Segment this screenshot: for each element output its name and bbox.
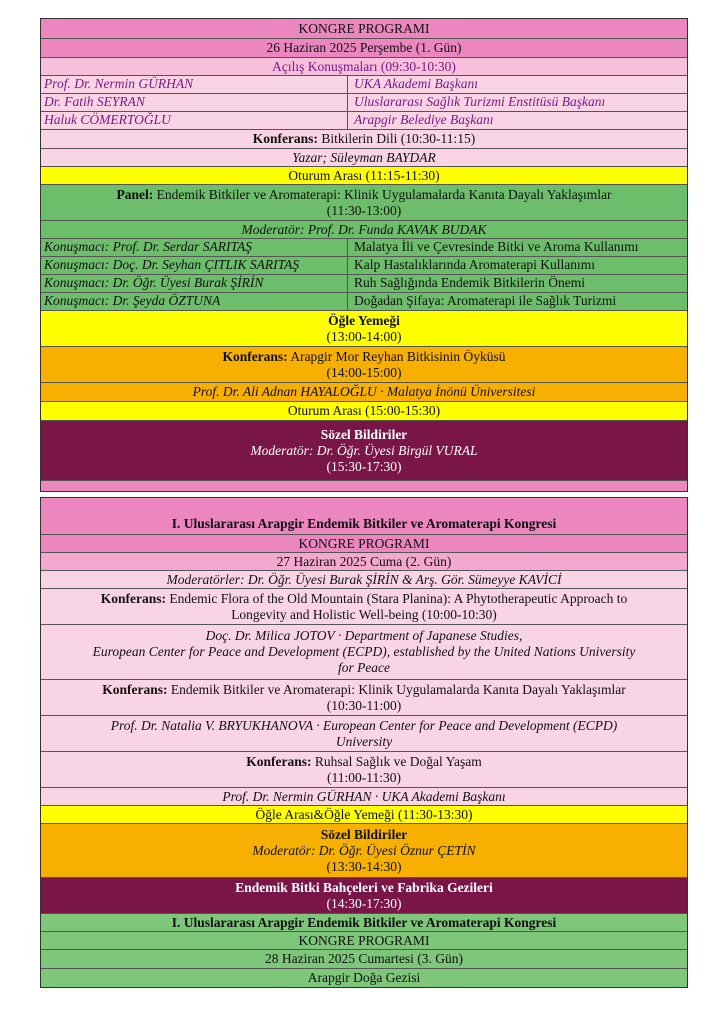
program-title-text: KONGRE PROGRAMI [298, 20, 430, 36]
day2-oral-presentations [41, 823, 687, 877]
day1-break-2 [41, 401, 687, 420]
speaker-role: Arapgir Belediye Başkanı [354, 112, 494, 127]
conference-title: Bitkilerin Dili (10:30-11:15) [317, 131, 476, 146]
moderators-text: Moderatörler: Dr. Öğr. Üyesi Burak ŞİRİN & Arş. Gör. Sümeyye KAVİCİ [166, 571, 562, 587]
talk-speaker: Konuşmacı: Prof. Dr. Serdar SARITAŞ [41, 239, 348, 256]
speaker-row [41, 93, 687, 111]
day2-conference-3 [41, 751, 687, 787]
talk-speaker: Konuşmacı: Doç. Dr. Seyhan ÇITLIK SARITAŞ [41, 257, 348, 274]
panel-talk-row [41, 274, 687, 292]
talk-speaker: Konuşmacı: Dr. Öğr. Üyesi Burak ŞİRİN [41, 275, 348, 292]
program-title-text: KONGRE PROGRAMI [298, 535, 430, 551]
author-line: for Peace [337, 660, 391, 675]
day2-conference-1-author [41, 624, 687, 679]
talk-topic: Kalp Hastalıklarında Aromaterapi Kullanımı [354, 257, 596, 272]
date-text: 26 Haziran 2025 Perşembe (1. Gün) [266, 40, 462, 55]
moderator-text: Moderatör: Prof. Dr. Funda KAVAK BUDAK [241, 221, 487, 237]
day2-program-title [41, 534, 687, 552]
conference-title-line2: Longevity and Holistic Well-being (10:00-10:30) [231, 606, 497, 622]
day1-panel [41, 184, 687, 220]
break-text: Oturum Arası (11:15-11:30) [288, 167, 440, 183]
conference-time: (10:30-11:00) [326, 697, 402, 713]
day1-spacer [41, 480, 687, 491]
author-line: Doç. Dr. Milica JOTOV · Department of Japanese Studies, [205, 628, 523, 643]
author-line: European Center for Peace and Development (ECPD), established by the United Nations University [92, 644, 636, 659]
day2-moderators [41, 570, 687, 588]
day1-conference-1 [41, 129, 687, 148]
panel-talk-row [41, 256, 687, 274]
conference-label: Konferans: [102, 681, 168, 697]
date-text: 28 Haziran 2025 Cumartesi (3. Gün) [265, 951, 463, 966]
oral-title: Sözel Bildiriler [320, 826, 408, 842]
conference-title: Endemik Bitkiler ve Aromaterapi: Klinik Uygulamalarda Kanıta Dayalı Yaklaşımlar [167, 681, 626, 697]
day2-lunch [41, 805, 687, 823]
conference-label: Konferans: [222, 348, 288, 364]
break-text: Oturum Arası (15:00-15:30) [287, 403, 441, 418]
talk-topic: Ruh Sağlığında Endemik Bitkilerin Önemi [354, 275, 585, 290]
day1-conference-2-author [41, 382, 687, 401]
author-text: Prof. Dr. Ali Adnan HAYALOĞLU · Malatya İnönü Üniversitesi [192, 384, 536, 399]
oral-time: (15:30-17:30) [326, 458, 402, 474]
speaker-row [41, 111, 687, 129]
day1-date [41, 38, 687, 57]
day2-conference-2 [41, 679, 687, 715]
day1-break-1 [41, 166, 687, 184]
day1-panel-moderator [41, 220, 687, 238]
panel-label: Panel: [116, 186, 154, 202]
day3-activity [41, 968, 687, 987]
panel-talk-row [41, 292, 687, 310]
day2-conference-3-author [41, 787, 687, 805]
day2-congress-title [41, 498, 687, 534]
day2-tour [41, 877, 687, 913]
speaker-row [41, 75, 687, 93]
date-text: 27 Haziran 2025 Cuma (2. Gün) [276, 553, 452, 569]
speaker-name: Dr. Fatih SEYRAN [41, 94, 348, 111]
activity-text: Arapgir Doğa Gezisi [307, 970, 421, 985]
conference-title: Ruhsal Sağlık ve Doğal Yaşam [311, 753, 482, 769]
day2-date [41, 552, 687, 570]
author-line: Prof. Dr. Natalia V. BRYUKHANOVA · European Center for Peace and Development (ECPD) [110, 717, 618, 733]
conference-time: (14:00-15:00) [326, 364, 402, 380]
day1-conference-2 [41, 346, 687, 382]
oral-moderator: Moderatör: Dr. Öğr. Üyesi Birgül VURAL [250, 442, 478, 458]
conference-title: Arapgir Mor Reyhan Bitkisinin Öyküsü [287, 348, 506, 364]
talk-topic: Malatya İli ve Çevresinde Bitki ve Aroma Kullanımı [354, 239, 639, 254]
day1-program-table [40, 18, 688, 492]
speaker-name: Haluk CÖMERTOĞLU [41, 112, 348, 129]
day1-opening [41, 57, 687, 75]
program-title-text: KONGRE PROGRAMI [298, 932, 430, 948]
speaker-name: Prof. Dr. Nermin GÜRHAN [41, 76, 348, 93]
day3-program-title [41, 931, 687, 949]
day2-conference-2-author [41, 715, 687, 751]
tour-title: Endemik Bitki Bahçeleri ve Fabrika Gezileri [235, 879, 493, 895]
lunch-text: Öğle Arası&Öğle Yemeği (11:30-13:30) [255, 806, 473, 822]
oral-title: Sözel Bildiriler [320, 426, 408, 442]
day2-program-table [40, 497, 688, 988]
lunch-title: Öğle Yemeği [328, 312, 400, 328]
panel-time: (11:30-13:00) [326, 202, 402, 218]
conference-label: Konferans: [100, 590, 167, 606]
speaker-role: UKA Akademi Başkanı [354, 76, 478, 91]
opening-text: Açılış Konuşmaları (09:30-10:30) [272, 58, 456, 74]
author-line: University [335, 733, 393, 749]
day2-conference-1 [41, 588, 687, 624]
day1-conference-1-author [41, 148, 687, 166]
conference-time: (11:00-11:30) [327, 769, 401, 785]
conference-title: Endemic Flora of the Old Mountain (Stara Planina): A Phytotherapeutic Approach to [166, 590, 628, 606]
speaker-role: Uluslararası Sağlık Turizmi Enstitüsü Başkanı [354, 94, 606, 109]
author-text: Prof. Dr. Nermin GÜRHAN · UKA Akademi Başkanı [222, 788, 506, 804]
oral-time: (13:30-14:30) [326, 858, 402, 874]
day3-congress-title [41, 913, 687, 931]
congress-title: I. Uluslararası Arapgir Endemik Bitkiler ve Aromaterapi Kongresi [171, 914, 557, 930]
day1-oral-presentations [41, 420, 687, 480]
lunch-time: (13:00-14:00) [326, 328, 402, 344]
day1-program-title [41, 19, 687, 38]
day3-date [41, 949, 687, 968]
tour-time: (14:30-17:30) [326, 895, 402, 911]
conference-label: Konferans: [252, 131, 318, 146]
oral-moderator: Moderatör: Dr. Öğr. Üyesi Öznur ÇETİN [252, 842, 476, 858]
panel-talk-row [41, 238, 687, 256]
talk-topic: Doğadan Şifaya: Aromaterapi ile Sağlık Turizmi [354, 293, 617, 308]
day1-lunch [41, 310, 687, 346]
panel-title: Endemik Bitkiler ve Aromaterapi: Klinik Uygulamalarda Kanıta Dayalı Yaklaşımlar [153, 186, 612, 202]
conference-label: Konferans: [246, 753, 312, 769]
congress-title: I. Uluslararası Arapgir Endemik Bitkiler ve Aromaterapi Kongresi [171, 516, 557, 531]
author-text: Yazar; Süleyman BAYDAR [292, 149, 436, 165]
talk-speaker: Konuşmacı: Dr. Şeyda ÖZTUNA [41, 293, 348, 310]
